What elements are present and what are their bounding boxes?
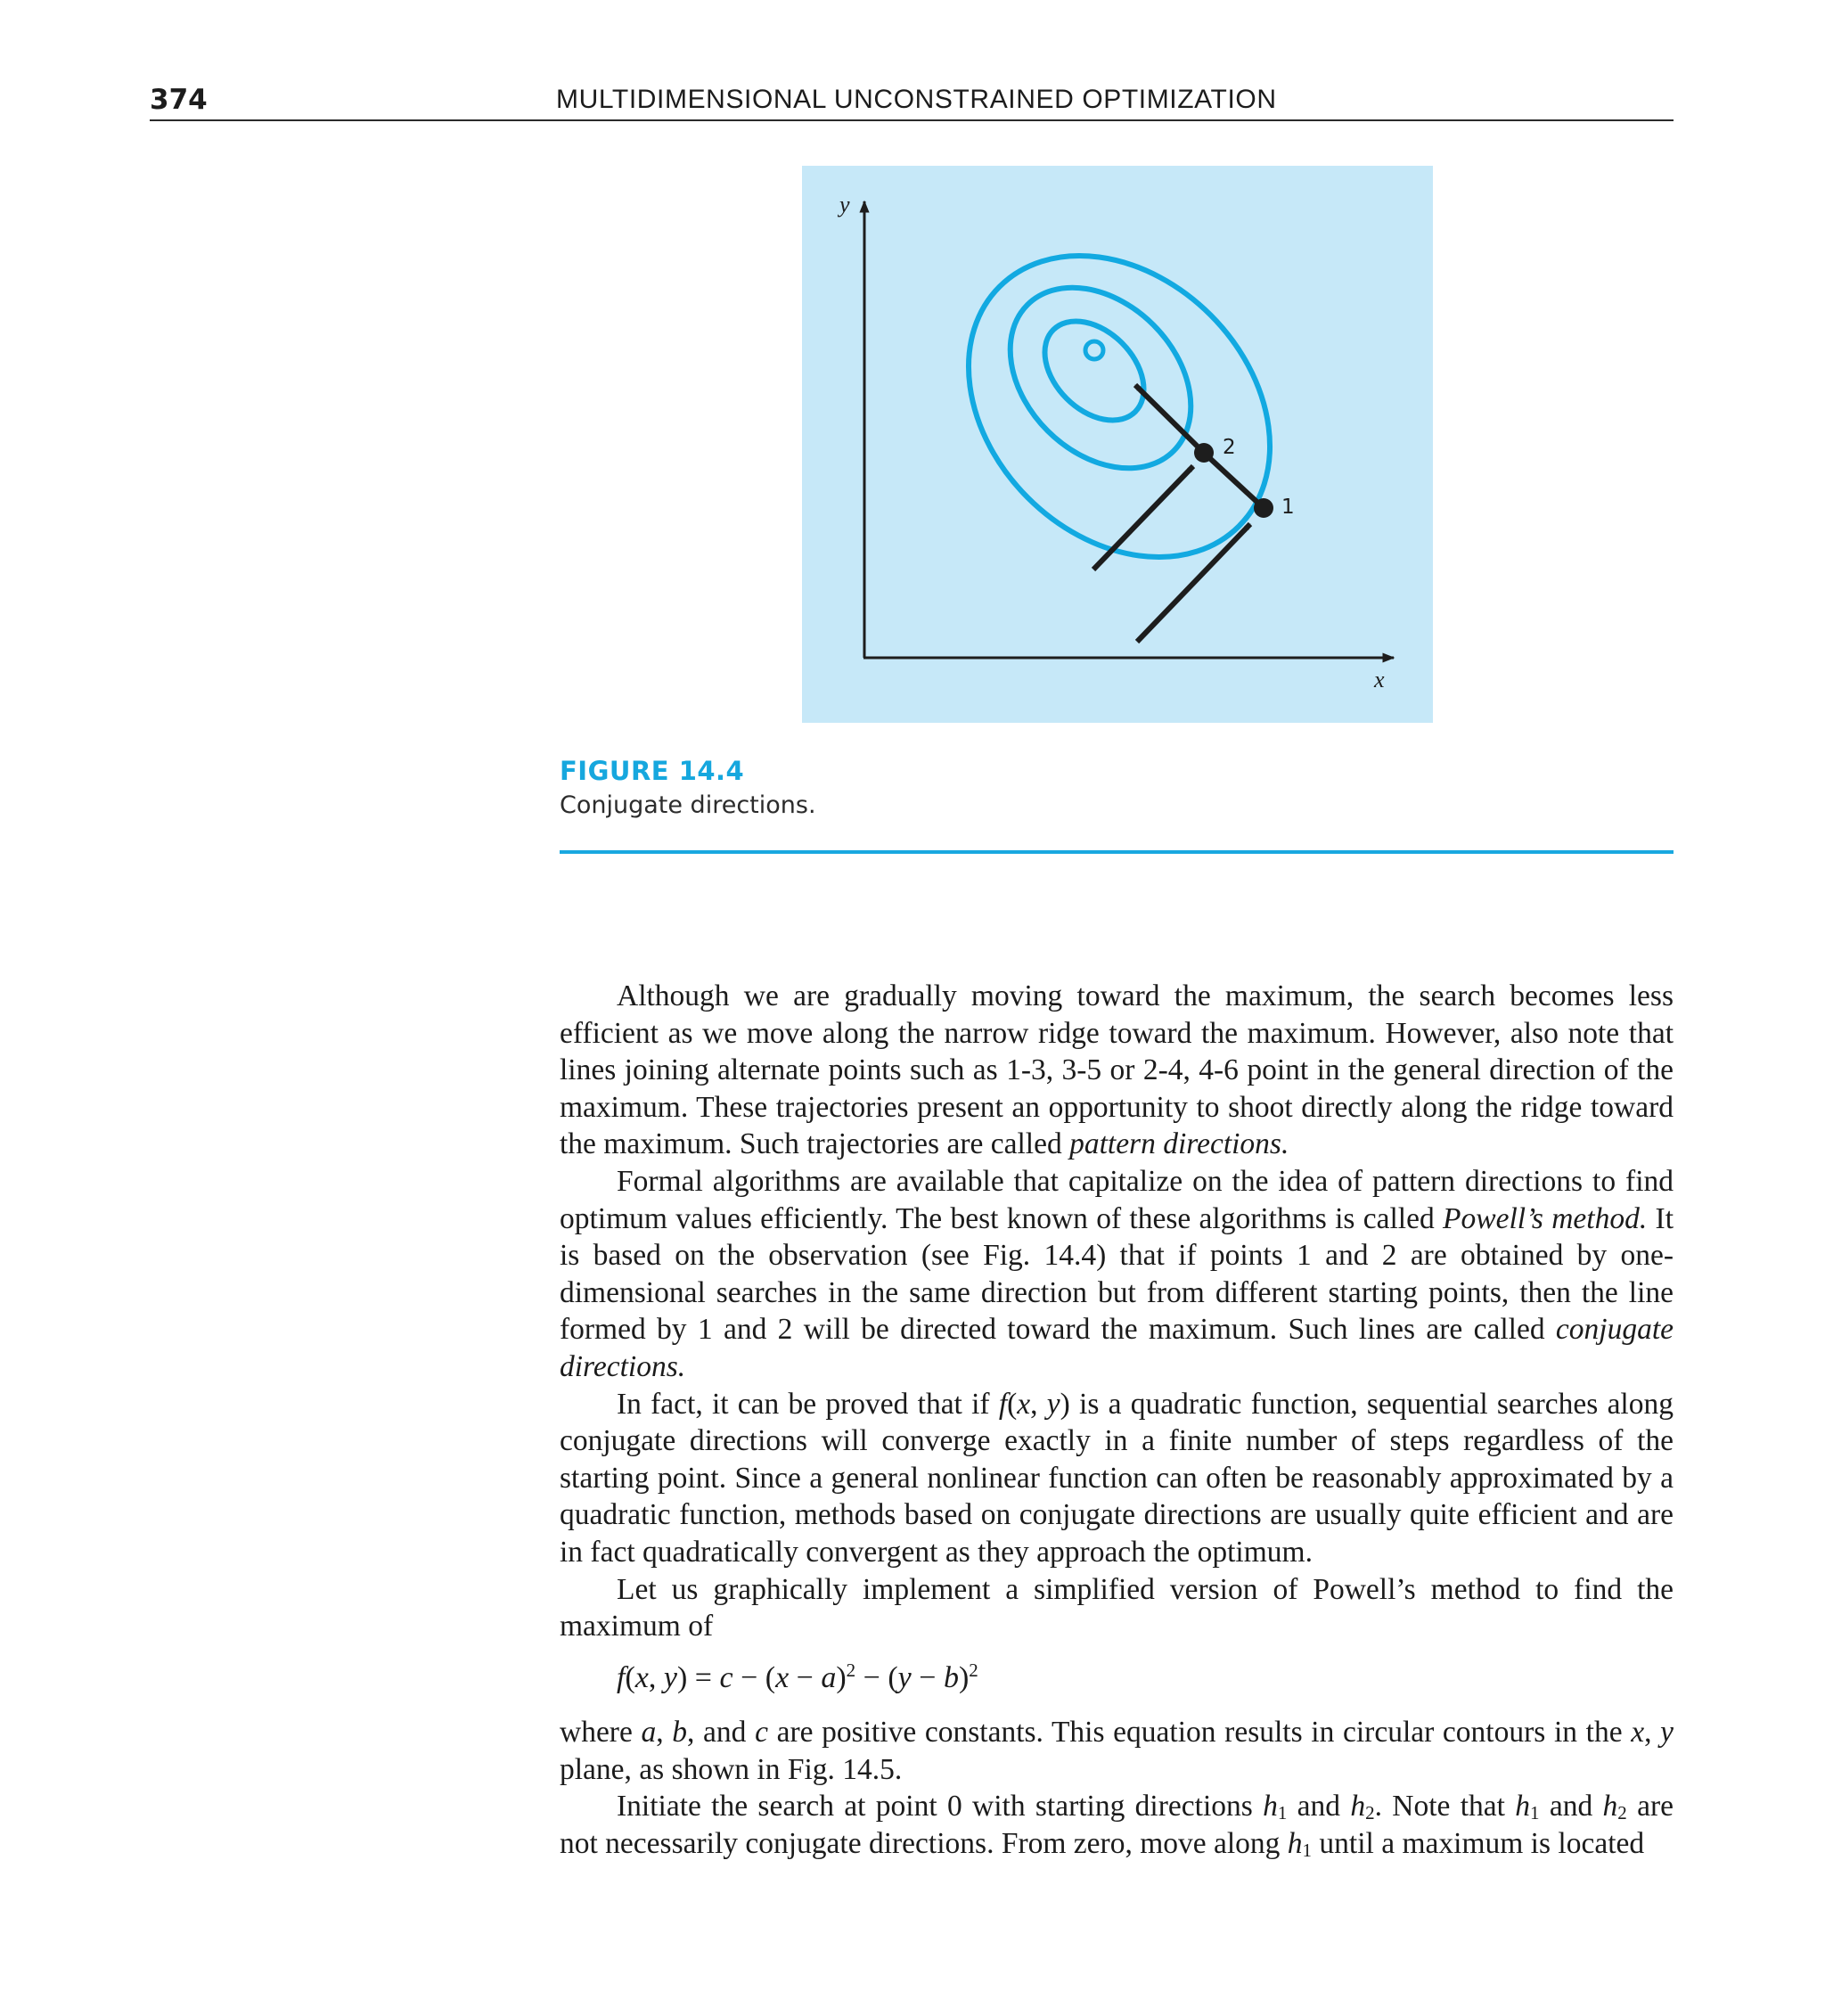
figure-divider	[560, 850, 1674, 854]
point-2	[1194, 443, 1214, 463]
contour-middle	[975, 252, 1227, 504]
paragraph-2: Formal algorithms are available that capitalize on the idea of pattern directions to find optimum values efficiently. The best known of these algorithms is called Powell’s method. It is based on the observation (see Fig. 14.4) that if points 1 and 2 are obtained by one-dimensional searches in the same direction but from different starting points, then the line formed by 1 and 2 will be directed toward the maximum. Such lines are called conjugate directions.	[560, 1164, 1674, 1383]
body-text	[560, 978, 1674, 1863]
contour-inner	[1026, 302, 1163, 439]
contour-outer	[908, 195, 1330, 618]
conjugate-direction-line	[1204, 453, 1264, 508]
point-label-1: 1	[1281, 496, 1295, 519]
paragraph-4: Let us graphically implement a simplified version of Powell’s method to find the maximum of	[560, 1572, 1674, 1643]
paragraph-3: In fact, it can be proved that if f(x, y) is a quadratic function, sequential searches along conjugate directions will converge exactly in a finite number of steps regardless of the starting point. Since a general nonlinear function can often be reasonably approximated by a quadratic function, methods based on conjugate directions are usually quite efficient and are in fact quadratically convergent as they approach the optimum.	[560, 1387, 1674, 1569]
conjugate-direction-arrow	[1135, 385, 1204, 453]
paragraph-6: Initiate the search at point 0 with starting directions $h_1$ and $h_2$. Note that $h_1$ and $h_2$ are not necessarily conjugate directions. From zero, move along $h_1$ until a maximum is located	[560, 1790, 1674, 1862]
x-axis-label: x	[1374, 667, 1385, 692]
figure-number: FIGURE 14.4	[560, 756, 745, 786]
chapter-title: MULTIDIMENSIONAL UNCONSTRAINED OPTIMIZATION	[556, 85, 1277, 114]
figure-14-4	[802, 166, 1433, 723]
page-number: 374	[150, 84, 208, 116]
paragraph-5: where a, b, and c are positive constants. This equation results in circular contours in the x, y plane, as shown in Fig. 14.5.	[560, 1716, 1674, 1786]
point-label-2: 2	[1223, 436, 1236, 459]
figure-caption: Conjugate directions.	[560, 791, 816, 819]
paragraph-1: Although we are gradually moving toward the maximum, the search becomes less efficient as we move along the narrow ridge toward the maximum. However, also note that lines joining alternate points such as 1-3, 3-5 or 2-4, 4-6 point in the general direction of the maximum. These trajectories present an opportunity to shoot directly along the ridge toward the maximum. Such trajectories are called pattern directions.	[560, 979, 1674, 1161]
search-arrow-1	[1137, 524, 1250, 642]
figure-drawing	[802, 166, 1433, 723]
y-axis-label: y	[839, 192, 850, 217]
point-1	[1254, 498, 1273, 518]
running-head	[150, 82, 1674, 121]
maximum-marker	[1085, 341, 1103, 359]
equation: f(x, $y) = c - (x - a)^2 - (y - b)^2$	[617, 1659, 978, 1694]
